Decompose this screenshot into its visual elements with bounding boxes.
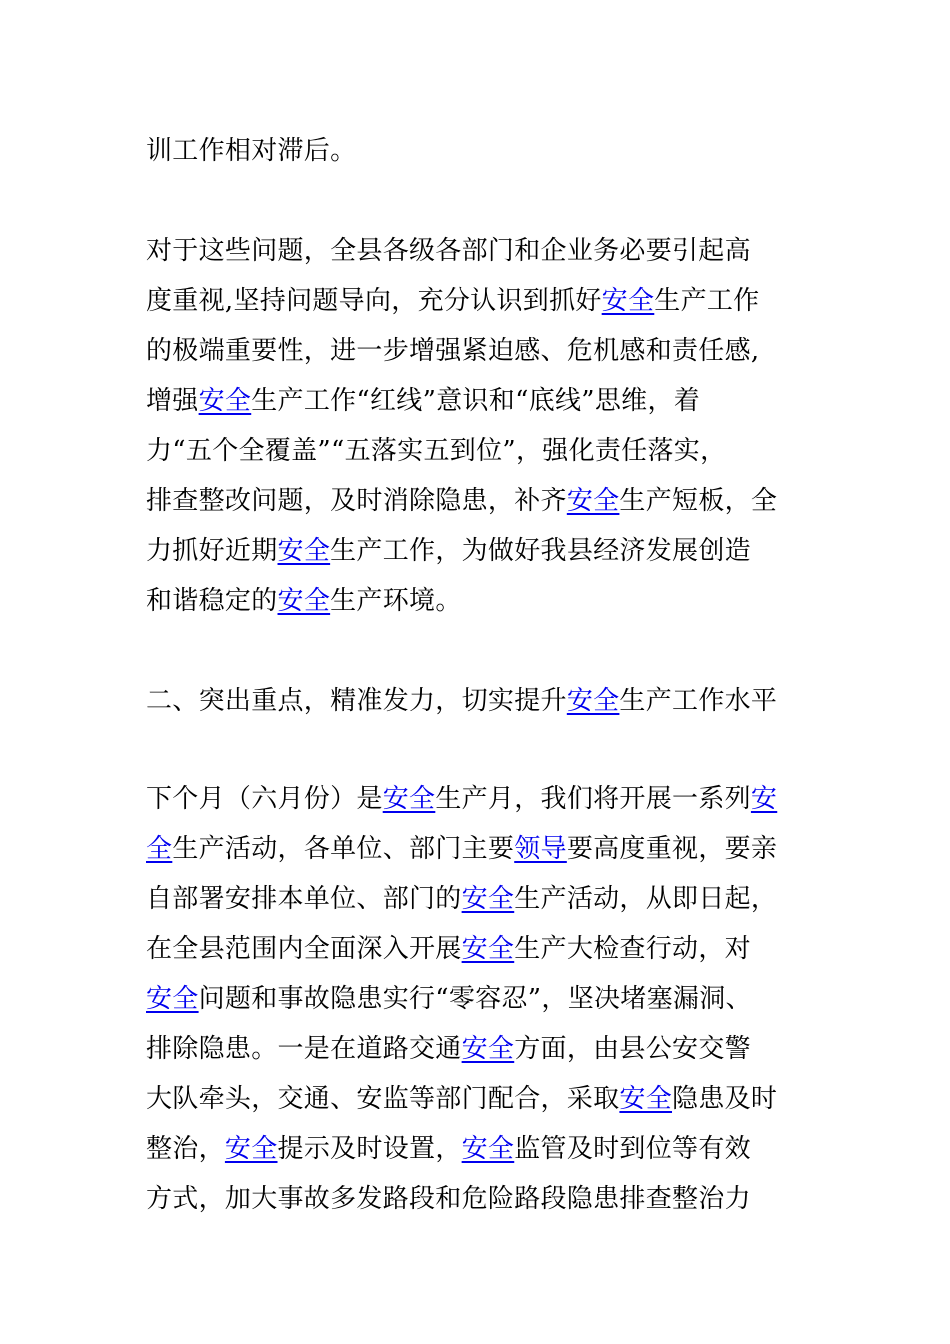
text-segment: 对于这些问题，全县各级各部门和企业务必要引起高 <box>146 236 751 266</box>
text-segment: 生产活动，从即日起， <box>514 884 778 914</box>
text-segment: 提示及时设置， <box>277 1134 462 1164</box>
text-segment: 力抓好近期 <box>146 536 278 566</box>
keyword-link[interactable]: 安全 <box>601 286 655 316</box>
keyword-link[interactable]: 安全 <box>382 784 436 814</box>
text-segment: 要高度重视，要亲 <box>566 834 778 864</box>
keyword-link[interactable]: 安全 <box>224 1134 278 1164</box>
text-segment: 力“五个全覆盖”“五落实五到位”，强化责任落实， <box>146 436 727 466</box>
keyword-link[interactable]: 安全 <box>461 934 515 964</box>
text-line <box>146 126 356 176</box>
keyword-link[interactable]: 安全 <box>198 386 252 416</box>
text-line <box>146 1124 751 1174</box>
text-line <box>146 774 777 824</box>
keyword-link[interactable]: 安全 <box>566 486 620 516</box>
text-line <box>146 1174 751 1224</box>
text-segment: 生产工作“红线”意识和“底线”思维，着 <box>251 386 701 416</box>
text-line <box>146 824 777 874</box>
text-segment: 问题和事故隐患实行“零容忍”，坚决堵塞漏洞、 <box>198 984 752 1014</box>
text-line <box>146 576 462 626</box>
text-segment: 生产活动，各单位、部门主要 <box>172 834 515 864</box>
keyword-link[interactable]: 安全 <box>619 1084 673 1114</box>
text-line <box>146 476 777 526</box>
keyword-link[interactable]: 安全 <box>146 984 199 1014</box>
text-line <box>146 226 751 276</box>
keyword-link[interactable]: 安全 <box>277 536 331 566</box>
text-line <box>146 326 759 376</box>
keyword-link[interactable]: 安全 <box>461 1134 515 1164</box>
text-line <box>146 924 751 974</box>
text-segment: 增强 <box>146 386 199 416</box>
text-line <box>146 276 759 326</box>
text-segment: 生产工作，为做好我县经济发展创造 <box>330 536 751 566</box>
text-segment: 排查整改问题，及时消除隐患，补齐 <box>146 486 567 516</box>
text-segment: 在全县范围内全面深入开展 <box>146 934 462 964</box>
keyword-link[interactable]: 安全 <box>277 586 331 616</box>
text-segment: 自部署安排本单位、部门的 <box>146 884 462 914</box>
text-segment: 生产短板，全 <box>619 486 778 516</box>
keyword-link[interactable]: 安 <box>750 784 778 814</box>
text-line <box>146 874 777 924</box>
text-segment: 训工作相对滞后。 <box>146 136 357 166</box>
text-segment: 生产工作水平 <box>619 686 778 716</box>
text-segment: 和谐稳定的 <box>146 586 278 616</box>
text-segment: 隐患及时 <box>672 1084 778 1114</box>
text-segment: 下个月（六月份）是 <box>146 784 383 814</box>
text-segment: 方面，由县公安交警 <box>514 1034 751 1064</box>
keyword-link[interactable]: 安全 <box>566 686 620 716</box>
text-line <box>146 426 726 476</box>
text-segment: 生产月，我们将开展一系列 <box>435 784 751 814</box>
text-segment: 方式，加大事故多发路段和危险路段隐患排查整治力 <box>146 1184 751 1214</box>
text-line <box>146 376 700 426</box>
text-segment: 二、突出重点，精准发力，切实提升 <box>146 686 567 716</box>
text-line <box>146 1024 751 1074</box>
keyword-link[interactable]: 领导 <box>514 834 567 864</box>
text-segment: 生产大检查行动，对 <box>514 934 751 964</box>
section-heading <box>146 676 777 726</box>
text-segment: 度重视,坚持问题导向，充分认识到抓好 <box>146 286 602 316</box>
text-line <box>146 1074 777 1124</box>
text-segment: 整治， <box>146 1134 225 1164</box>
text-line <box>146 526 751 576</box>
keyword-link[interactable]: 全 <box>146 834 173 864</box>
text-segment: 生产环境。 <box>330 586 462 616</box>
text-line <box>146 974 752 1024</box>
keyword-link[interactable]: 安全 <box>461 884 515 914</box>
text-segment: 监管及时到位等有效 <box>514 1134 751 1164</box>
text-segment: 大队牵头，交通、安监等部门配合，采取 <box>146 1084 620 1114</box>
keyword-link[interactable]: 安全 <box>461 1034 515 1064</box>
text-segment: 的极端重要性，进一步增强紧迫感、危机感和责任感, <box>146 336 760 366</box>
text-segment: 排除隐患。一是在道路交通 <box>146 1034 462 1064</box>
text-segment: 生产工作 <box>654 286 760 316</box>
